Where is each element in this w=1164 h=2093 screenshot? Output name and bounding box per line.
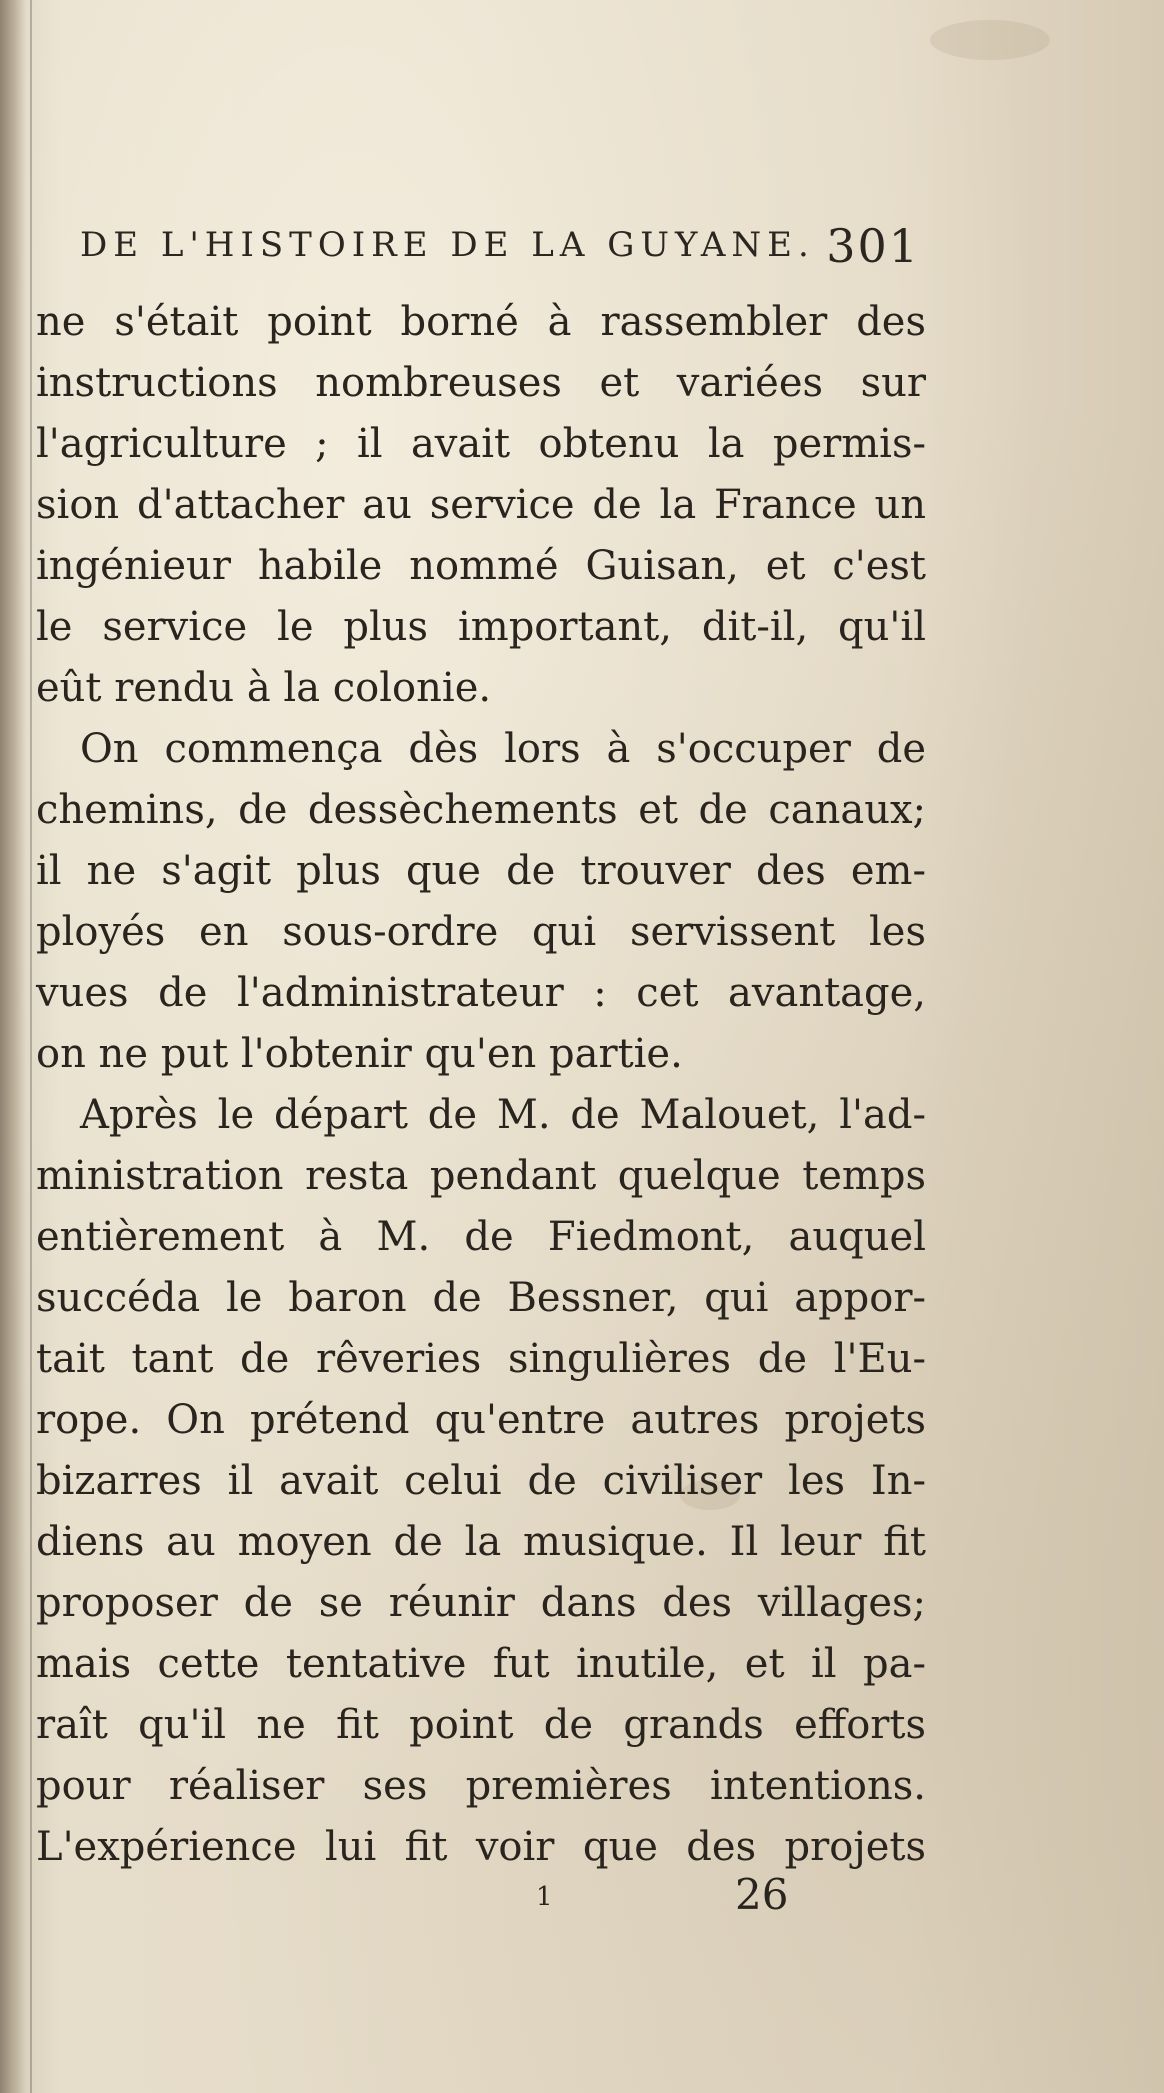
text-line: instructions nombreuses et variées sur <box>36 360 926 406</box>
text-line: ployés en sous-ordre qui servissent les <box>36 909 926 955</box>
text-line: mais cette tentative fut inutile, et il pa- <box>36 1641 926 1687</box>
text-line: sion d'attacher au service de la France un <box>36 482 926 528</box>
text-line: le service le plus important, dit-il, qu'il <box>36 604 926 650</box>
text-line: tait tant de rêveries singulières de l'Eu- <box>36 1336 926 1382</box>
text-line: entièrement à M. de Fiedmont, auquel <box>36 1214 926 1260</box>
text-line: chemins, de dessèchements et de canaux; <box>36 787 926 833</box>
text-line: on ne put l'obtenir qu'en partie. <box>36 1031 683 1077</box>
text-line: raît qu'il ne fit point de grands efforts <box>36 1702 926 1748</box>
text-line: proposer de se réunir dans des villages; <box>36 1580 926 1626</box>
text-line: l'agriculture ; il avait obtenu la permis- <box>36 421 926 467</box>
text-line: ne s'était point borné à rassembler des <box>36 299 926 345</box>
text-line: ministration resta pendant quelque temps <box>36 1153 926 1199</box>
text-line: eût rendu à la colonie. <box>36 665 492 711</box>
text-line: Après le départ de M. de Malouet, l'ad- <box>80 1092 926 1138</box>
text-line: pour réaliser ses premières intentions. <box>36 1763 926 1809</box>
signature-number: 26 <box>735 1870 789 1919</box>
running-title: DE L'HISTOIRE DE LA GUYANE. <box>80 225 815 265</box>
text-line: succéda le baron de Bessner, qui appor- <box>36 1275 926 1321</box>
text-line: rope. On prétend qu'entre autres projets <box>36 1397 926 1443</box>
body-text <box>36 292 926 1878</box>
text-line: L'expérience lui fit voir que des projets <box>36 1824 926 1870</box>
binding-edge <box>0 0 26 2093</box>
page-number: 301 <box>826 219 920 273</box>
text-line: vues de l'administrateur : cet avantage, <box>36 970 926 1016</box>
signature-mark: 1 <box>536 1882 553 1912</box>
text-line: ingénieur habile nommé Guisan, et c'est <box>36 543 926 589</box>
running-header <box>80 219 920 285</box>
page-footer <box>0 1870 1164 1930</box>
text-line: On commença dès lors à s'occuper de <box>80 726 926 772</box>
text-line: bizarres il avait celui de civiliser les In- <box>36 1458 926 1504</box>
text-line: il ne s'agit plus que de trouver des em- <box>36 848 926 894</box>
paper-stain <box>930 20 1050 60</box>
text-line: diens au moyen de la musique. Il leur fit <box>36 1519 926 1565</box>
binding-line <box>30 0 32 2093</box>
